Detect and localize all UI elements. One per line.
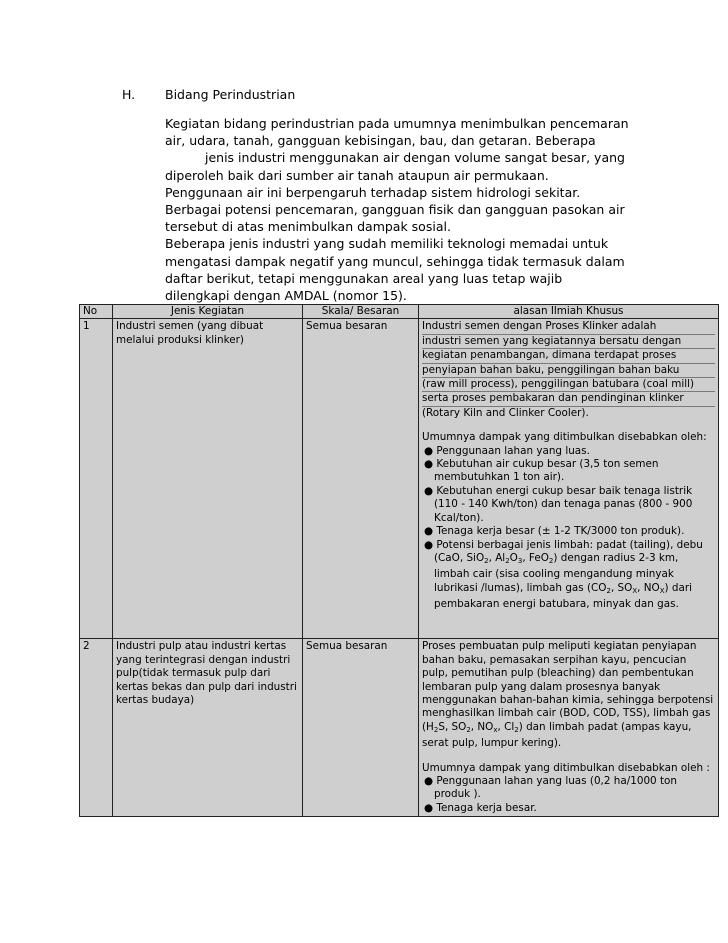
cell-skala: Semua besaran <box>303 319 419 639</box>
alasan-line: (raw mill process), penggilingan batubara (coal mill) <box>422 378 715 392</box>
bullet-item: ● Kebutuhan air cukup besar (3,5 ton semen membutuhkan 1 ton air). <box>424 458 659 484</box>
alasan-line: Industri semen dengan Proses Klinker adalah <box>422 320 715 334</box>
header-skala: Skala/ Besaran <box>303 305 419 319</box>
paragraph-line: mengatasi dampak negatif yang muncul, sehingga tidak termasuk dalam <box>165 253 625 269</box>
paragraph-line: dilengkapi dengan AMDAL (nomor 15). <box>165 288 407 304</box>
cell-alasan <box>419 319 719 639</box>
paragraph-line: Kegiatan bidang perindustrian pada umumnya menimbulkan pencemaran <box>165 116 629 131</box>
cell-no: 2 <box>80 639 113 817</box>
paragraph-line: jenis industri menggunakan air dengan volume sangat besar, yang <box>205 150 625 166</box>
table-row <box>80 639 719 817</box>
paragraph-line: Berbagai potensi pencemaran, gangguan fisik dan gangguan pasokan air <box>165 202 625 218</box>
paragraph-line: Penggunaan air ini berpengaruh terhadap sistem hidrologi sekitar. <box>165 184 581 200</box>
paragraph-line: tersebut di atas menimbulkan dampak sosial. <box>165 219 451 235</box>
header-alasan: alasan Ilmiah Khusus <box>419 305 719 319</box>
alasan-line: serta proses pembakaran dan pendinginan klinker <box>422 392 715 406</box>
bullet-item: ● Tenaga kerja besar (± 1-2 TK/3000 ton produk). <box>424 525 685 538</box>
bullet-item: ● Tenaga kerja besar. <box>424 801 537 814</box>
table-row <box>80 319 719 639</box>
paragraph-line: daftar berikut, tetapi menggunakan areal yang luas tetap wajib <box>165 270 563 286</box>
paragraph-line: air, udara, tanah, gangguan kebisingan, bau, dan getaran. Beberapa <box>165 133 596 149</box>
cell-skala: Semua besaran <box>303 639 419 817</box>
alasan-line: (Rotary Kiln and Clinker Cooler). <box>422 406 589 419</box>
header-jenis: Jenis Kegiatan <box>113 305 303 319</box>
dampak-intro: Umumnya dampak yang ditimbulkan disebabkan oleh : <box>422 761 710 774</box>
bullet-item: ● Potensi berbagai jenis limbah: padat (tailing), debu (CaO, SiO$_2$, $Al_2O_3$, FeO$_2$) dengan radius 2-3 km, limbah cair (sisa cooling mengandung minyak lubrikasi /lumas), limbah gas ($CO_2$, $SO_X$, $NO_X$) dari pembakaran energi batubara, minyak dan gas. <box>424 538 703 611</box>
bullet-item: ● Kebutuhan energi cukup besar baik tenaga listrik (110 - 140 Kwh/ton) dan tenaga panas (800 - 900 Kcal/ton). <box>424 484 693 524</box>
alasan-paragraph: Proses pembuatan pulp meliputi kegiatan penyiapan bahan baku, pemasakan serpihan kayu, pencucian pulp, pemutihan pulp (bleaching) dan pembentukan lembaran pulp yang dalam prosesnya banyak menggunakan bahan-bahan kimia, sehingga berpotensi menghasilkan limbah cair (BOD, COD, TSS), limbah gas ($H_2S$, $SO_2$, $NO_x$, $Cl_2$) dan limbah padat (ampas kayu, serat pulp, lumpur kering). <box>422 640 714 750</box>
dampak-intro: Umumnya dampak yang ditimbulkan disebabkan oleh: <box>422 431 707 444</box>
paragraph-line: diperoleh baik dari sumber air tanah ataupun air permukaan. <box>165 167 549 183</box>
alasan-line: kegiatan penambangan, dimana terdapat proses <box>422 349 715 363</box>
bullet-item: ● Penggunaan lahan yang luas (0,2 ha/1000 ton produk ). <box>424 775 677 801</box>
section-number: H. <box>122 87 136 102</box>
cell-jenis: Industri semen (yang dibuat melalui produksi klinker) <box>113 319 303 639</box>
cell-no: 1 <box>80 319 113 639</box>
bullet-item: ● Penggunaan lahan yang luas. <box>424 444 590 457</box>
cell-alasan <box>419 639 719 817</box>
industry-table <box>79 304 719 817</box>
header-no: No <box>80 305 113 319</box>
alasan-line: industri semen yang kegiatannya bersatu dengan <box>422 335 715 349</box>
cell-jenis: Industri pulp atau industri kertas yang terintegrasi dengan industri pulp(tidak termasuk pulp dari kertas bekas dan pulp dari industri kertas budaya) <box>113 639 303 817</box>
table-header-row <box>80 305 719 319</box>
alasan-paragraph <box>422 320 715 420</box>
section-title: Bidang Perindustrian <box>165 87 296 102</box>
section-paragraph <box>165 115 665 304</box>
alasan-line: penyiapan bahan baku, penggilingan bahan baku <box>422 364 715 378</box>
paragraph-line: Beberapa jenis industri yang sudah memiliki teknologi memadai untuk <box>165 236 609 252</box>
